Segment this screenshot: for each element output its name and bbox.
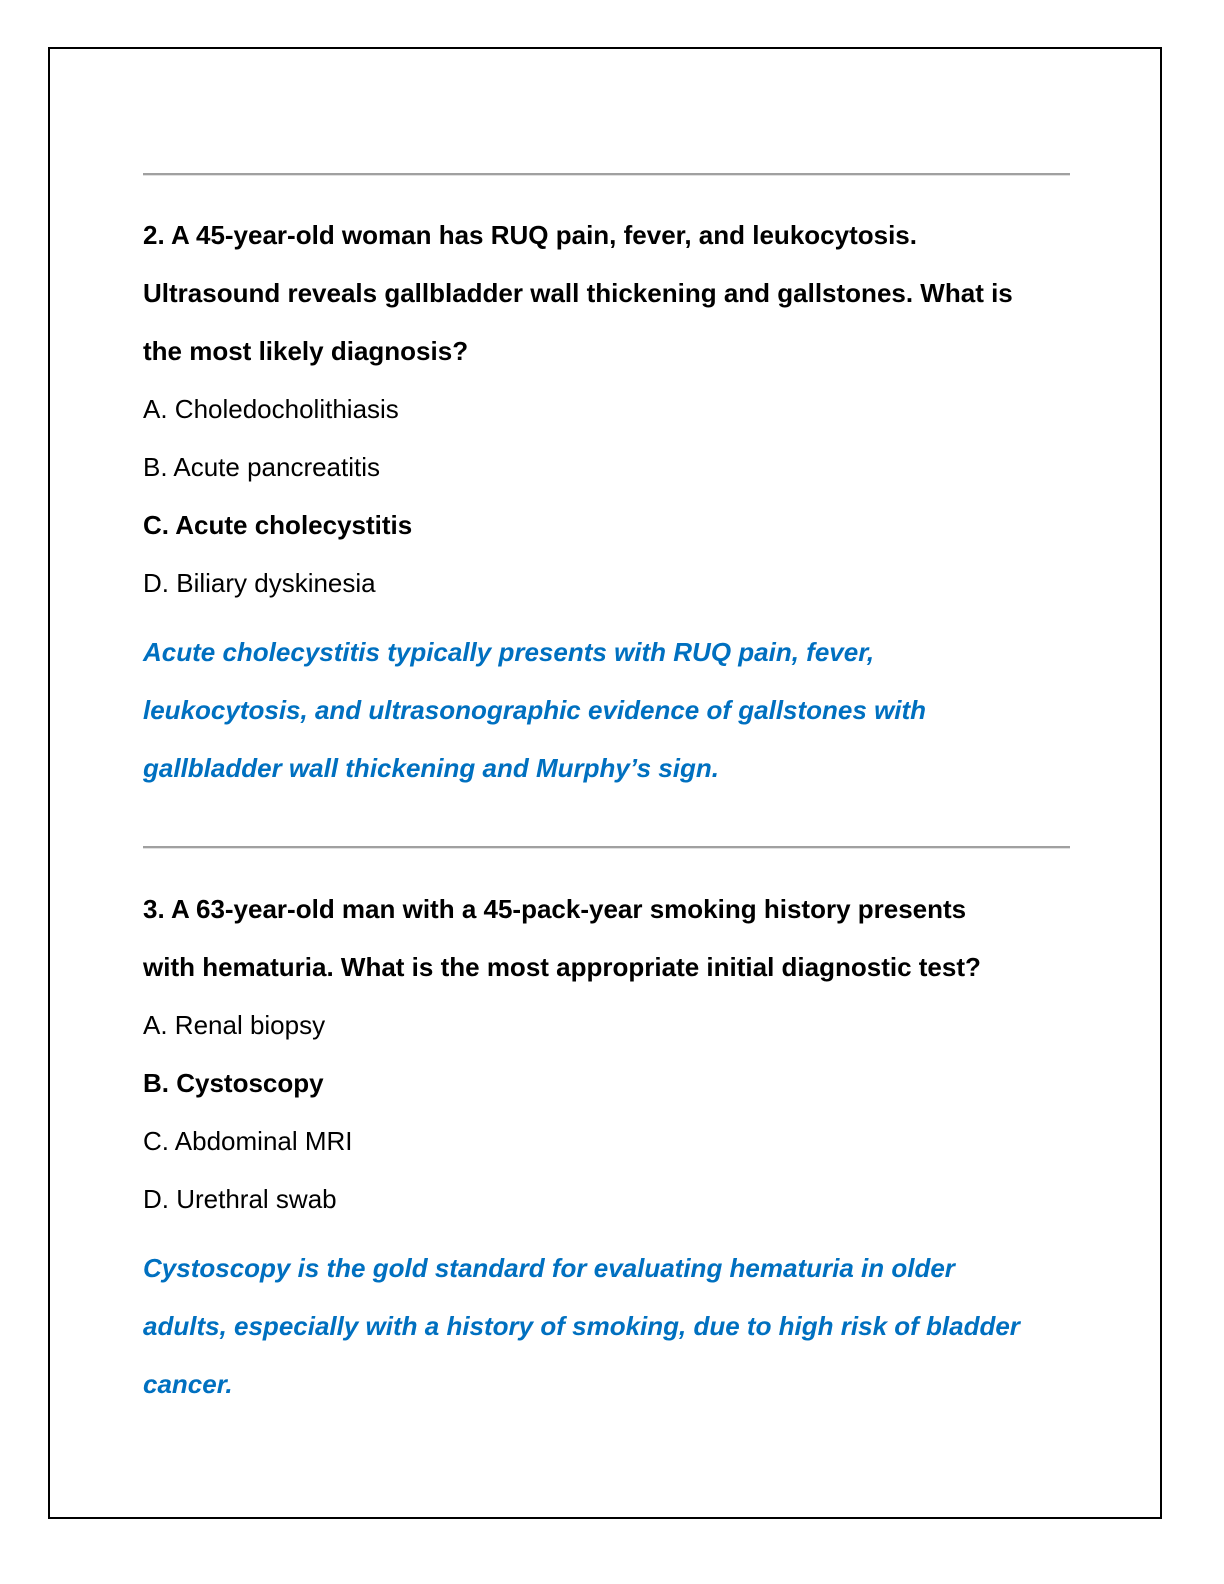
question-2-line-1: 2. A 45-year-old woman has RUQ pain, fever, and leukocytosis. [143,220,917,250]
question-2-line-2: Ultrasound reveals gallbladder wall thickening and gallstones. What is [143,278,1013,308]
question-2-explanation-line-2: leukocytosis, and ultrasonographic evidence of gallstones with [143,695,927,725]
question-2-option-b: B. Acute pancreatitis [143,452,381,482]
question-2-option-c-correct: C. Acute cholecystitis [143,510,413,540]
question-3-explanation-line-3: cancer. [143,1369,233,1399]
question-3-option-a: A. Renal biopsy [143,1010,326,1040]
question-3-option-b-correct: B. Cystoscopy [143,1068,324,1098]
question-3-explanation-line-2: adults, especially with a history of smoking, due to high risk of bladder [143,1311,1020,1341]
section-divider [143,846,1070,849]
question-3-line-2: with hematuria. What is the most appropriate initial diagnostic test? [143,952,981,982]
question-3-option-c: C. Abdominal MRI [143,1126,353,1156]
question-2-explanation-line-1: Acute cholecystitis typically presents with RUQ pain, fever, [143,637,875,667]
question-2-explanation-line-3: gallbladder wall thickening and Murphy’s sign. [143,753,719,783]
question-3-option-d: D. Urethral swab [143,1184,337,1214]
question-3-line-1: 3. A 63-year-old man with a 45-pack-year smoking history presents [143,894,967,924]
question-3-explanation-line-1: Cystoscopy is the gold standard for evaluating hematuria in older [143,1253,955,1283]
question-2-line-3: the most likely diagnosis? [143,336,469,366]
question-2-option-a: A. Choledocholithiasis [143,394,399,424]
question-2-option-d: D. Biliary dyskinesia [143,568,376,598]
section-divider [143,173,1070,176]
